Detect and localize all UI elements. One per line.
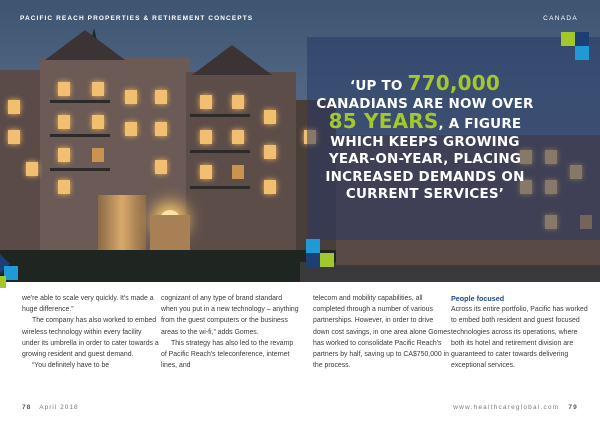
quote-highlight-770000: 770,000 — [407, 71, 500, 95]
website-url[interactable]: www.healthcareglobal.com — [453, 404, 560, 411]
text-column-1 — [22, 293, 160, 371]
issue-date: April 2018 — [39, 404, 79, 411]
page-number: 79 — [568, 404, 578, 411]
decorative-square — [561, 32, 575, 46]
landscaping — [0, 250, 340, 282]
paragraph: Across its entire portfolio, Pacific has worked to embed both resident and guest focused technologies across its operations, where both its hotel and retirement division are guaranteed to cater towards delivering exceptional services. — [451, 306, 588, 370]
driveway — [300, 262, 600, 282]
quote-part1: ‘UP TO — [350, 78, 408, 94]
decorative-square — [306, 239, 320, 253]
quote-part3: , A FIGURE WHICH KEEPS GROWING YEAR-ON-YEAR, PLACING INCREASED DEMANDS ON CURRENT SERVICES’ — [325, 116, 525, 202]
section-title: PACIFIC REACH PROPERTIES & RETIREMENT CONCEPTS — [20, 15, 254, 22]
quote-part2: CANADIANS ARE NOW OVER — [316, 95, 534, 112]
footer-left — [22, 404, 79, 411]
building-roof — [45, 30, 125, 60]
text-column-2 — [161, 293, 299, 371]
decorative-square — [575, 46, 589, 60]
building-roof — [192, 45, 272, 75]
decorative-square — [320, 253, 334, 267]
decorative-square — [0, 276, 6, 288]
section-heading: People focused — [451, 294, 505, 303]
paragraph: This strategy has also led to the revamp of Pacific Reach's teleconference, internet lines, and — [161, 339, 294, 370]
decorative-square — [4, 266, 18, 280]
quote-highlight-85-years: 85 YEARS — [328, 109, 439, 133]
country-label: CANADA — [543, 15, 578, 22]
decorative-square — [575, 32, 589, 46]
paragraph: The company has also worked to embed wireless technology within every facility under its umbrella in order to cater towards a growing resident and guest demand. — [22, 317, 159, 359]
text-column-4 — [451, 293, 589, 371]
page-number: 78 — [22, 404, 32, 411]
footer-right — [453, 404, 578, 411]
paragraph: “You definitely have to be — [32, 362, 110, 370]
pull-quote — [312, 71, 538, 204]
paragraph: telecom and mobility capabilities, all completed through a number of various partnerships. However, in order to drive down cost savings, in one area alone Gomes has worked to consolidate Pacific Reach's partners by half, saving up to CA$750,000 in the process. — [313, 295, 451, 370]
paragraph: we're able to scale very quickly. It's made a huge difference.” — [22, 295, 154, 314]
text-column-3 — [313, 293, 451, 371]
paragraph: cognizant of any type of brand standard when you put in a new technology – anything from the guest computers or the business areas to the wi-fi,” adds Gomes. — [161, 295, 299, 336]
decorative-square — [306, 253, 320, 267]
